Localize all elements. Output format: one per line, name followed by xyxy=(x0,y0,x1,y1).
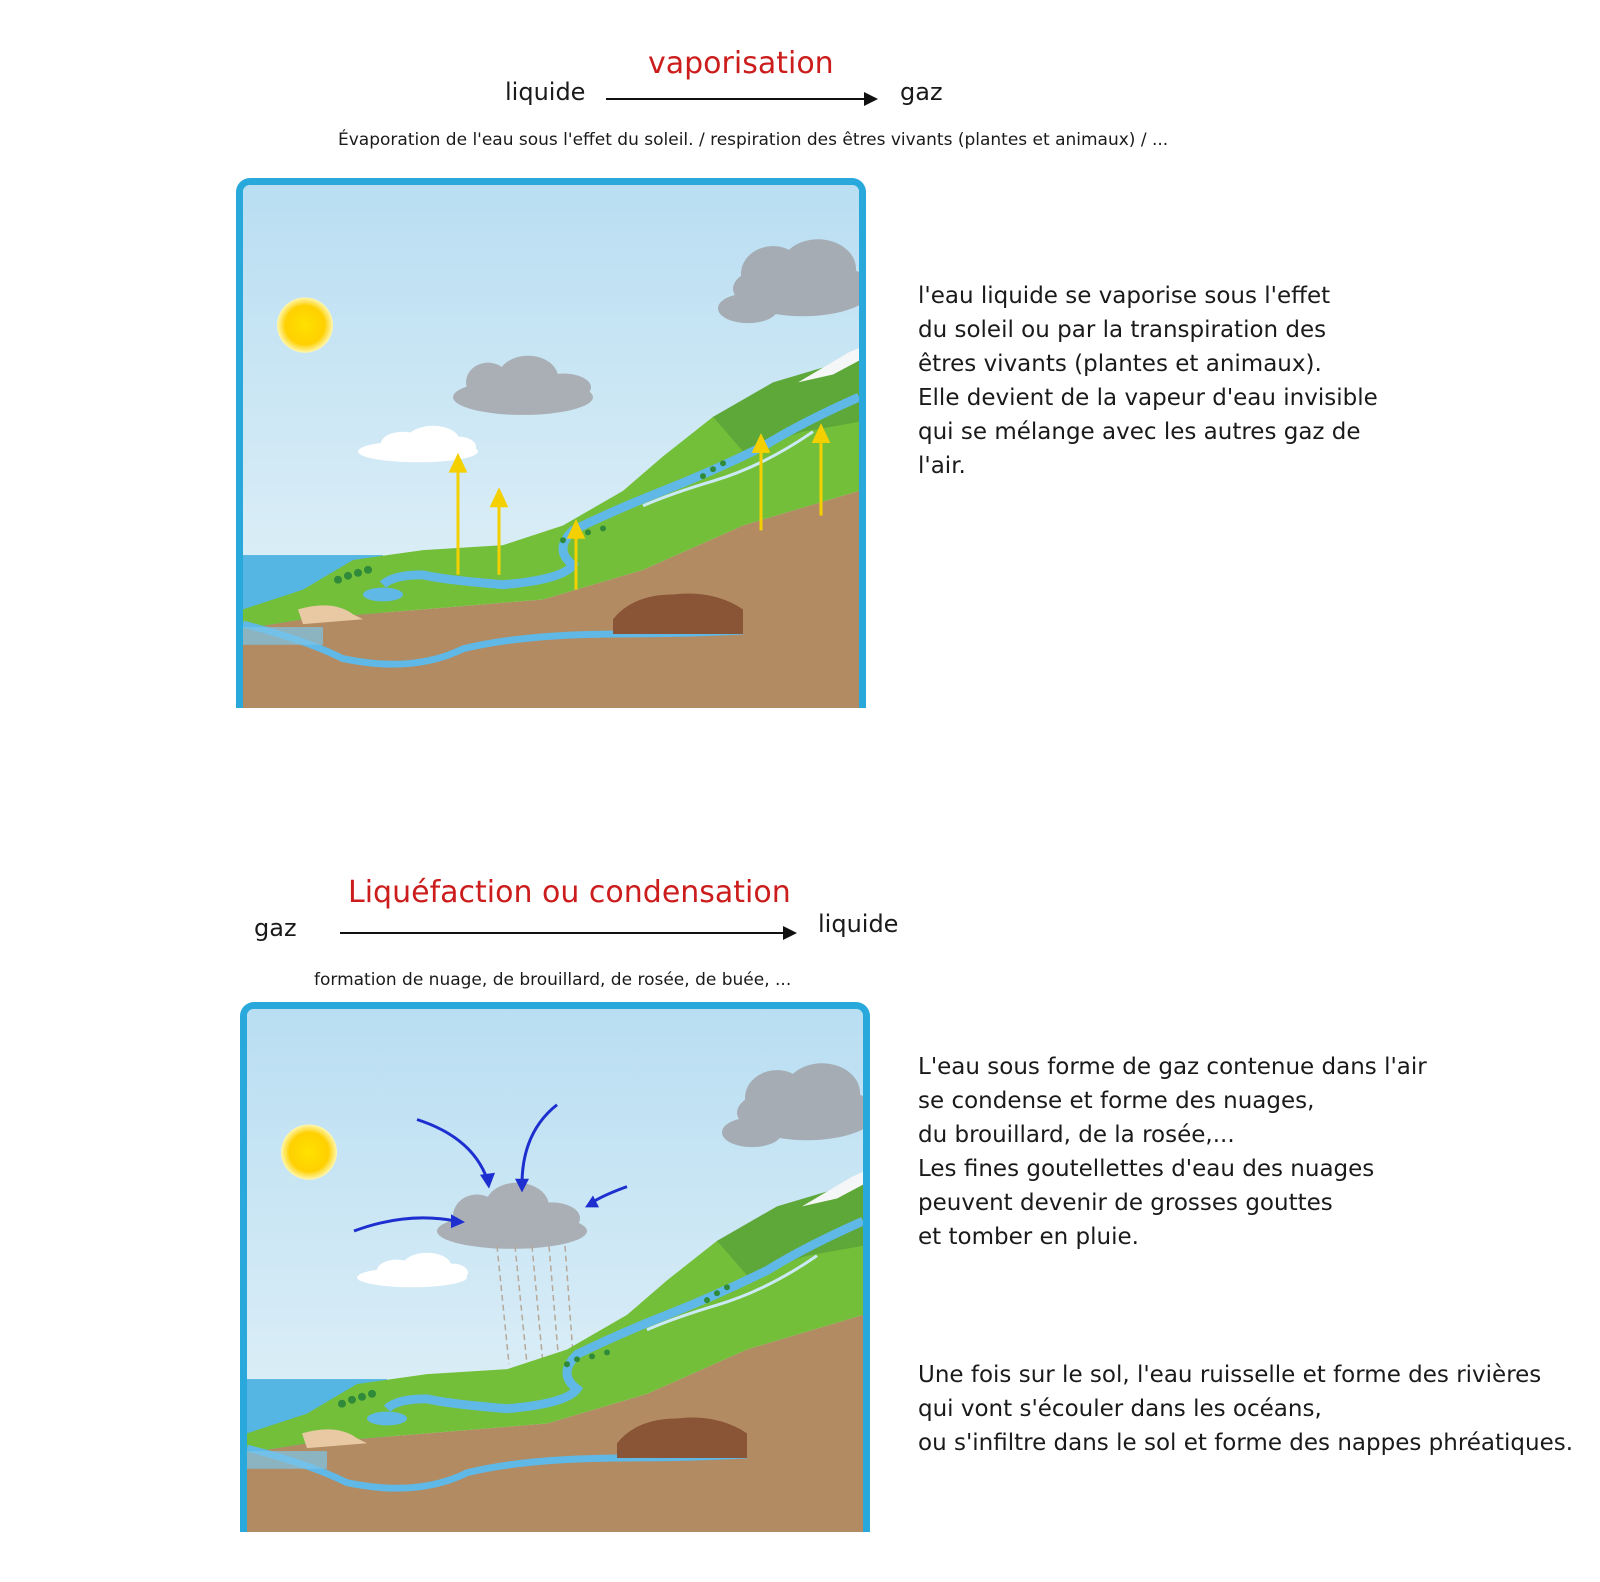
description-line: se condense et forme des nuages, xyxy=(918,1088,1315,1114)
water-cycle-scene-2 xyxy=(247,1009,863,1532)
vaporisation-examples: Évaporation de l'eau sous l'effet du soleil. / respiration des êtres vivants (plantes et animaux) / ... xyxy=(338,130,1169,150)
description-line: du brouillard, de la rosée,... xyxy=(918,1122,1235,1148)
condensation-illustration xyxy=(240,1002,870,1532)
condensation-to-state: liquide xyxy=(818,910,899,938)
condensation-from-state: gaz xyxy=(254,914,297,942)
vaporisation-illustration xyxy=(236,178,866,708)
condensation-title: Liquéfaction ou condensation xyxy=(348,875,791,910)
description-line: du soleil ou par la transpiration des xyxy=(918,317,1327,343)
lake xyxy=(367,1412,407,1426)
vaporisation-description xyxy=(918,279,1378,483)
description-line: ou s'infiltre dans le sol et forme des nappes phréatiques. xyxy=(918,1430,1574,1456)
aquifer-band xyxy=(243,627,323,645)
description-line: qui vont s'écouler dans les océans, xyxy=(918,1396,1322,1422)
condensation-examples: formation de nuage, de brouillard, de rosée, de buée, ... xyxy=(314,970,792,990)
vaporisation-title: vaporisation xyxy=(648,46,834,81)
sun-icon xyxy=(277,297,333,352)
lake xyxy=(363,588,403,602)
description-line: et tomber en pluie. xyxy=(918,1224,1139,1250)
description-line: qui se mélange avec les autres gaz de xyxy=(918,419,1361,445)
condensation-arrow xyxy=(340,932,795,934)
description-line: Elle devient de la vapeur d'eau invisible xyxy=(918,385,1378,411)
description-line: Les fines goutellettes d'eau des nuages xyxy=(918,1156,1375,1182)
vaporisation-arrow xyxy=(606,98,876,100)
condensation-description xyxy=(918,1050,1427,1254)
aquifer-band xyxy=(247,1451,327,1469)
water-cycle-scene-1 xyxy=(243,185,859,708)
description-line: peuvent devenir de grosses gouttes xyxy=(918,1190,1333,1216)
description-line: Une fois sur le sol, l'eau ruisselle et forme des rivières xyxy=(918,1362,1542,1388)
vaporisation-to-state: gaz xyxy=(900,78,943,106)
vaporisation-from-state: liquide xyxy=(505,78,586,106)
description-line: êtres vivants (plantes et animaux). xyxy=(918,351,1322,377)
description-line: l'air. xyxy=(918,453,966,479)
runoff-description xyxy=(918,1358,1573,1460)
description-line: L'eau sous forme de gaz contenue dans l'air xyxy=(918,1054,1427,1080)
sun-icon xyxy=(281,1124,337,1179)
description-line: l'eau liquide se vaporise sous l'effet xyxy=(918,283,1331,309)
